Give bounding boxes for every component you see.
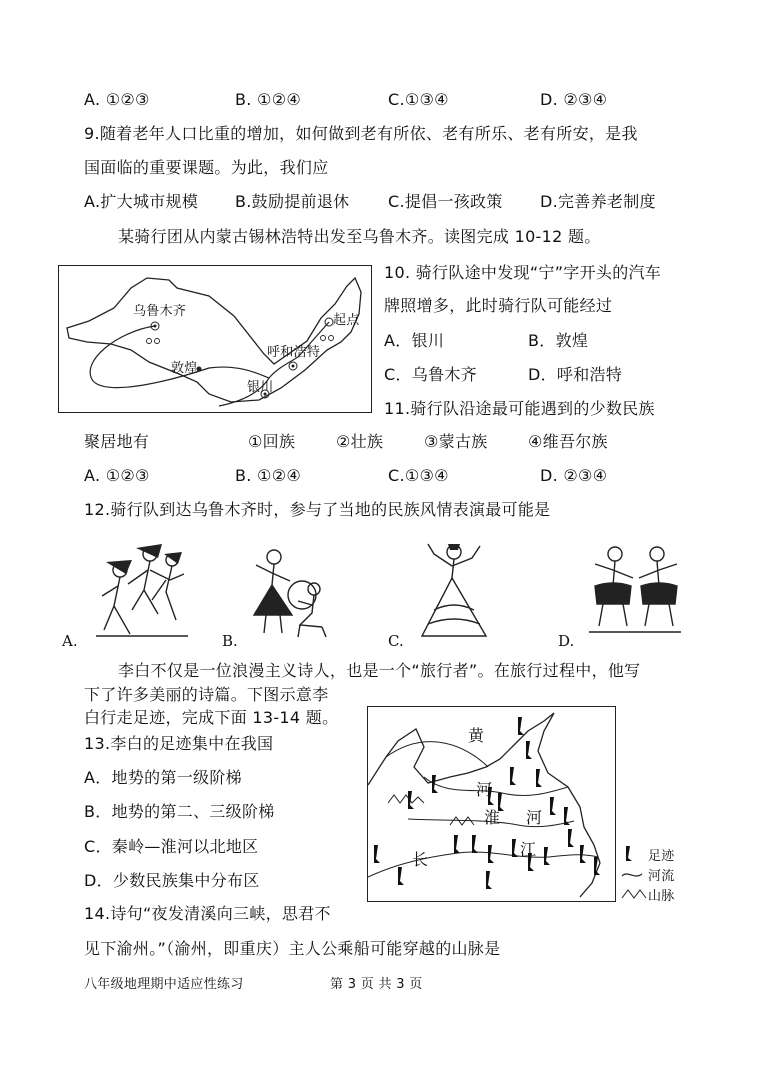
q9-option-d: D.完善养老制度 <box>540 192 656 211</box>
q13-option-b: B．地势的第二、三级阶梯 <box>84 802 275 821</box>
china-north-outline <box>67 278 361 402</box>
dance-image-c <box>414 540 494 644</box>
map-label-chang: 长 <box>412 850 429 869</box>
map-label-he1: 河 <box>476 780 493 799</box>
footprint-legend-icon <box>626 846 632 861</box>
q8-option-d: D. ②③④ <box>540 90 608 109</box>
q12-label-d: D. <box>558 632 575 650</box>
q10-option-d: D．呼和浩特 <box>528 365 623 384</box>
map-legend-symbols <box>620 842 650 902</box>
q13-stem: 13.李白的足迹集中在我国 <box>84 734 274 753</box>
intro-13-14-line3: 白行走足迹，完成下面 13-14 题。 <box>84 708 339 727</box>
dance-image-d <box>585 542 685 638</box>
dance-image-a <box>92 540 192 644</box>
footer-page-number: 第 3 页 共 3 页 <box>330 977 423 992</box>
q11-stem-line1: 11.骑行队沿途最可能遇到的少数民族 <box>384 399 655 418</box>
q9-option-c: C.提倡一孩政策 <box>388 192 503 211</box>
q12-label-c: C. <box>388 632 404 650</box>
q11-option-c: C.①③④ <box>388 466 449 485</box>
label-start: 起点 <box>333 313 360 328</box>
q8-option-c: C.①③④ <box>388 90 449 109</box>
q14-stem-line1: 14.诗句“夜发清溪向三峡，思君不 <box>84 904 331 923</box>
legend-river: 河流 <box>648 869 675 884</box>
q13-option-a: A．地势的第一级阶梯 <box>84 768 242 787</box>
q10-option-b: B．敦煌 <box>528 331 589 350</box>
q10-stem-line1: 10. 骑行队途中发现“宁”字开头的汽车 <box>384 263 662 282</box>
q11-item-1: ①回族 <box>248 432 296 451</box>
footer-left: 八年级地理期中适应性练习 <box>84 977 244 992</box>
q11-item-2: ②壮族 <box>336 432 384 451</box>
libai-footprint-map <box>367 706 616 902</box>
label-yinchuan: 银川 <box>247 380 274 395</box>
intro-10-12: 某骑行团从内蒙古锡林浩特出发至乌鲁木齐。读图完成 10-12 题。 <box>118 227 601 246</box>
q12-label-b: B. <box>222 632 238 650</box>
label-hohhot: 呼和浩特 <box>267 345 321 360</box>
yellow-river <box>424 777 568 795</box>
mountain-legend-icon <box>622 890 646 898</box>
q11-stem-line2: 聚居地有 <box>84 432 150 451</box>
q10-option-a: A．银川 <box>384 331 445 350</box>
q11-option-b: B. ①②④ <box>235 466 301 485</box>
q12-label-a: A. <box>62 632 78 650</box>
q12-stem: 12.骑行队到达乌鲁木齐时，参与了当地的民族风情表演最可能是 <box>84 500 551 519</box>
legend-mountain: 山脉 <box>648 889 675 904</box>
q13-option-c: C．秦岭—淮河以北地区 <box>84 837 259 856</box>
label-dunhuang: 敦煌 <box>171 361 198 376</box>
route-map <box>58 265 372 413</box>
dabie-mountain <box>450 817 474 825</box>
q9-option-a: A.扩大城市规模 <box>84 192 199 211</box>
q14-stem-line2: 见下渝州。”（渝州，即重庆）主人公乘船可能穿越的山脉是 <box>84 939 501 958</box>
q8-option-a: A. ①②③ <box>84 90 150 109</box>
route-map-svg <box>59 266 373 414</box>
map-label-he2: 河 <box>526 808 543 827</box>
label-urumqi: 乌鲁木齐 <box>133 304 187 319</box>
dance-image-b <box>240 545 340 641</box>
q11-option-a: A. ①②③ <box>84 466 150 485</box>
q9-option-b: B.鼓励提前退休 <box>235 192 350 211</box>
q10-option-c: C．乌鲁木齐 <box>384 365 477 384</box>
qinling-mountain <box>388 795 424 803</box>
q13-option-d: D．少数民族集中分布区 <box>84 871 260 890</box>
map-label-jiang: 江 <box>520 840 537 859</box>
map-label-huang: 黄 <box>468 726 485 745</box>
q8-option-b: B. ①②④ <box>235 90 301 109</box>
q11-item-3: ③蒙古族 <box>424 432 488 451</box>
map-label-huai: 淮 <box>484 808 501 827</box>
q11-option-d: D. ②③④ <box>540 466 608 485</box>
libai-map-svg <box>368 707 617 903</box>
legend-footprint: 足迹 <box>648 849 675 864</box>
intro-13-14-line2: 下了许多美丽的诗篇。下图示意李 <box>84 685 329 704</box>
q9-stem-line2: 国面临的重要课题。为此，我们应 <box>84 158 329 177</box>
intro-13-14-line1: 李白不仅是一位浪漫主义诗人，也是一个“旅行者”。在旅行过程中，他写 <box>118 661 641 680</box>
q9-stem-line1: 9.随着老年人口比重的增加，如何做到老有所依、老有所乐、老有所安，是我 <box>84 124 638 143</box>
yangtze-river <box>368 852 598 877</box>
q10-stem-line2: 牌照增多，此时骑行队可能经过 <box>384 296 613 315</box>
q11-item-4: ④维吾尔族 <box>528 432 608 451</box>
river-legend-icon <box>622 874 642 876</box>
